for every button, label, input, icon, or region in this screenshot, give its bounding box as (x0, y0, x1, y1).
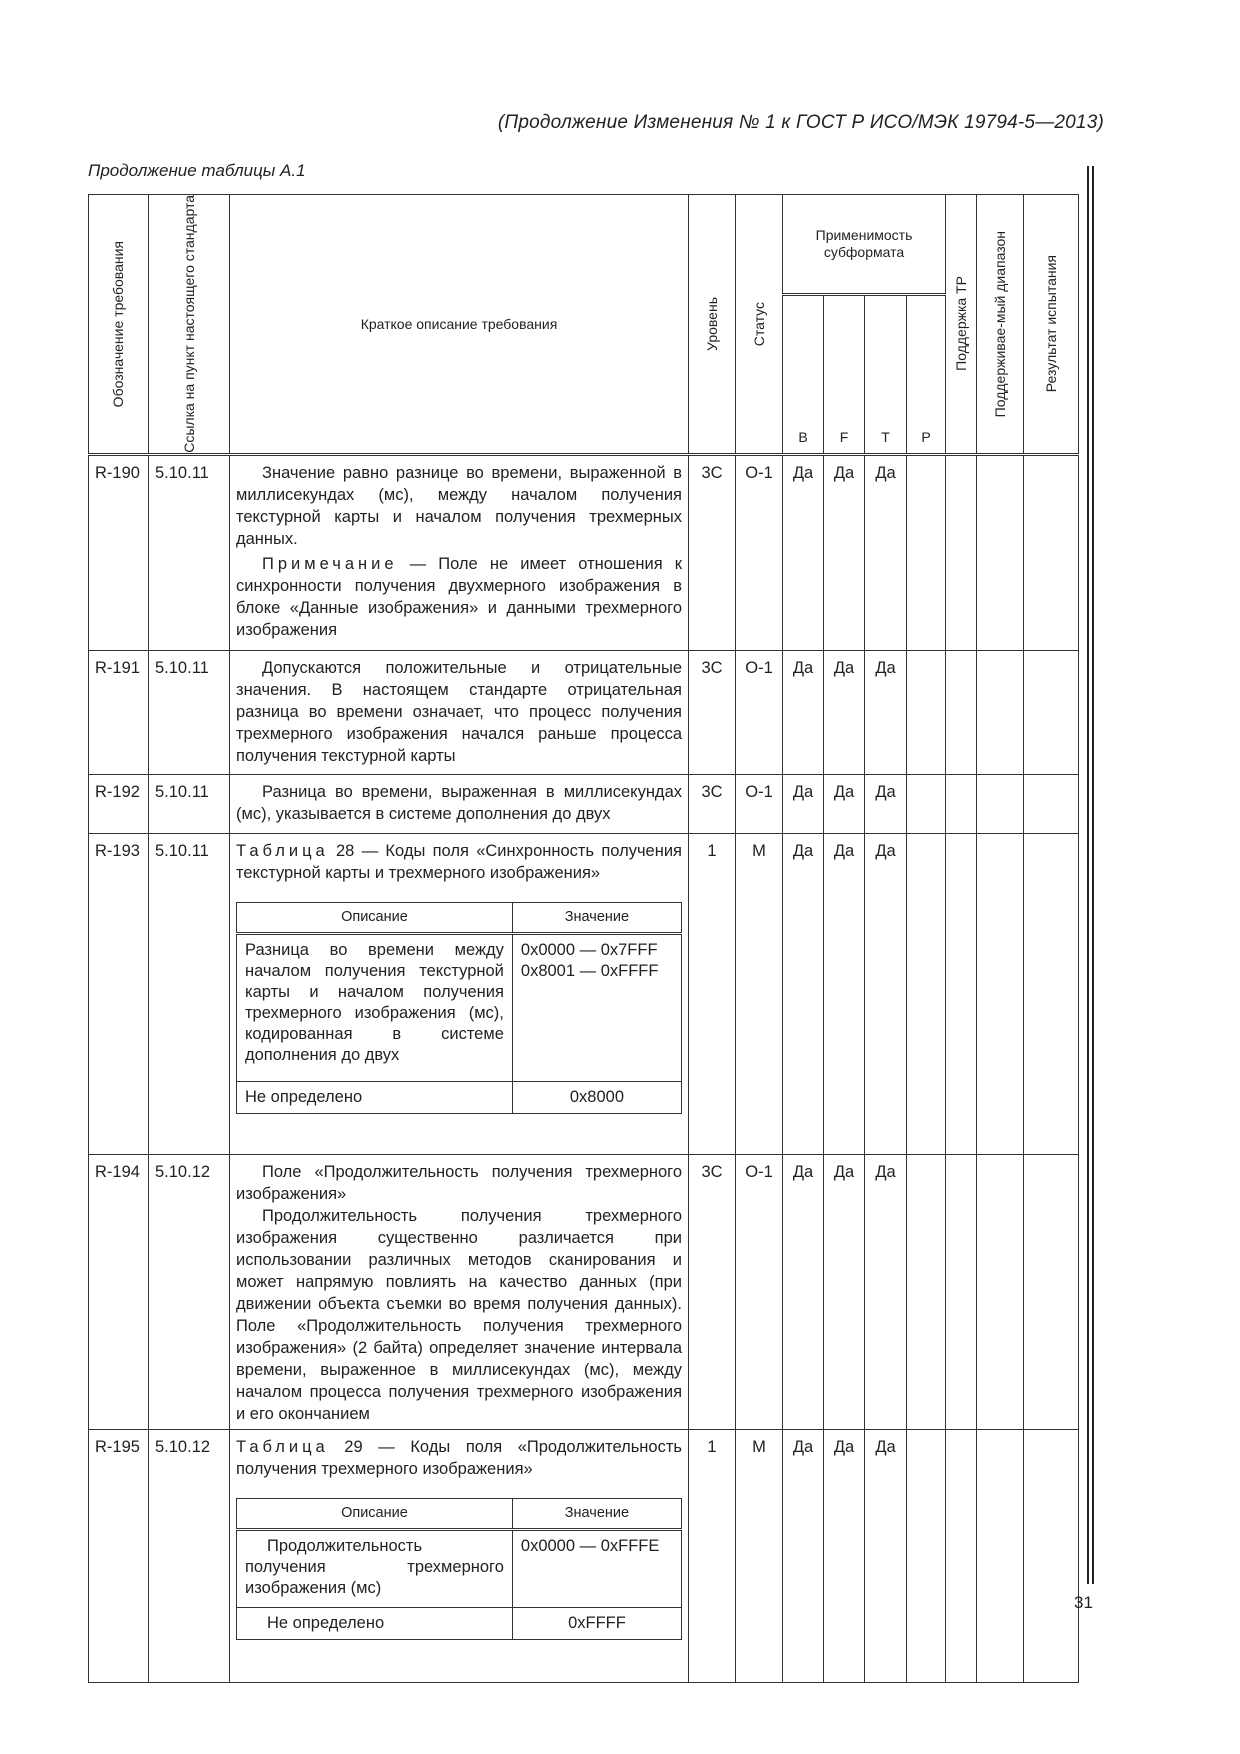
row-status: O-1 (736, 774, 783, 833)
row-t: Да (865, 454, 907, 650)
table-row (89, 1154, 1079, 1429)
col-applicability: Применимость субформата (783, 195, 946, 295)
col-sub-p: P (907, 295, 946, 454)
table-title-text: 28 — Коды поля «Синхронность получения текстурной карты и трехмерного изображения» (236, 841, 682, 882)
row-text: Значение равно разнице во времени, выраженной в миллисекундах (мс), между началом получения текстурной карты и началом получения трехмерных данных. (236, 463, 682, 548)
inner-desc: Продолжительность получения трехмерного изображения (мс) (237, 1529, 513, 1607)
note-text: — Поле не имеет отношения к синхронности получения двухмерного изображения в блоке «Данные изображения» и данными трехмерного изображения (236, 554, 682, 639)
inner-desc: Не определено (237, 1081, 513, 1113)
row-t: Да (865, 774, 907, 833)
table-row (89, 454, 1079, 650)
row-status: O-1 (736, 454, 783, 650)
inner-value: 0x8000 (512, 1081, 681, 1113)
inner-row (237, 933, 682, 1081)
row-level: 1 (689, 833, 736, 1154)
row-p (907, 1154, 946, 1429)
row-text: Продолжительность получения трехмерного изображения существенно различается при использовании различных методов сканирования и может напрямую повлиять на качество данных (при движении объекта съемки во время получения данных). Поле «Продолжительность получения трехмерного изображения» (2 байта) определяет значение интервала времени, выраженное в миллисекундах (мс), между началом процесса получения трехмерного изображения и его окончанием (236, 1206, 682, 1423)
row-p (907, 454, 946, 650)
inner-head-desc: Описание (237, 1498, 513, 1529)
col-level: Уровень (689, 195, 736, 455)
col-sub-f: F (824, 295, 865, 454)
inner-desc: Разница во времени между началом получения текстурной карты и началом получения трехмерного изображения (мс), кодированная в системе дополнения до двух (237, 933, 513, 1081)
row-description (230, 1429, 689, 1682)
row-t: Да (865, 1429, 907, 1682)
row-f: Да (824, 650, 865, 774)
row-id: R-191 (89, 650, 149, 774)
table-row (89, 833, 1079, 1154)
row-id: R-190 (89, 454, 149, 650)
row-f: Да (824, 833, 865, 1154)
row-range (977, 650, 1024, 774)
row-support-tr (946, 774, 977, 833)
row-t: Да (865, 1154, 907, 1429)
inner-row (237, 1607, 682, 1639)
row-text: Допускаются положительные и отрицательные значения. В настоящем стандарте отрицательная разница во времени означает, что процесс получения трехмерного изображения начался раньше процесса получения текстурной карты (236, 658, 682, 765)
row-p (907, 774, 946, 833)
col-reference: Ссылка на пункт настоящего стандарта (149, 195, 230, 455)
row-result (1024, 1429, 1079, 1682)
row-result (1024, 833, 1079, 1154)
row-id: R-193 (89, 833, 149, 1154)
margin-bars (1087, 166, 1094, 1584)
row-range (977, 454, 1024, 650)
row-status: M (736, 833, 783, 1154)
row-result (1024, 650, 1079, 774)
table-row (89, 774, 1079, 833)
table-row (89, 650, 1079, 774)
col-support-tr: Поддержка ТР (946, 195, 977, 455)
row-ref: 5.10.11 (149, 774, 230, 833)
note-label: Примечание (262, 554, 398, 573)
col-sub-b: B (783, 295, 824, 454)
row-support-tr (946, 1429, 977, 1682)
row-description (230, 774, 689, 833)
row-ref: 5.10.11 (149, 650, 230, 774)
row-f: Да (824, 774, 865, 833)
row-ref: 5.10.11 (149, 454, 230, 650)
inner-head-value: Значение (512, 902, 681, 933)
row-note (236, 553, 682, 641)
row-description (230, 1154, 689, 1429)
row-ref: 5.10.11 (149, 833, 230, 1154)
row-t: Да (865, 833, 907, 1154)
row-description (230, 650, 689, 774)
row-support-tr (946, 1154, 977, 1429)
row-ref: 5.10.12 (149, 1429, 230, 1682)
col-result: Результат испытания (1024, 195, 1079, 455)
row-result (1024, 774, 1079, 833)
row-support-tr (946, 833, 977, 1154)
row-b: Да (783, 1154, 824, 1429)
row-level: 3C (689, 774, 736, 833)
table-caption: Продолжение таблицы А.1 (88, 161, 306, 180)
col-supported-range: Поддерживае-мый диапазон (977, 195, 1024, 455)
document-header: (Продолжение Изменения № 1 к ГОСТ Р ИСО/МЭК 19794-5—2013) (497, 112, 1104, 133)
row-b: Да (783, 454, 824, 650)
row-ref: 5.10.12 (149, 1154, 230, 1429)
inner-row (237, 1529, 682, 1607)
requirements-table (88, 194, 1079, 1683)
row-range (977, 833, 1024, 1154)
inner-value: 0x0000 — 0x7FFF 0x8001 — 0xFFFF (512, 933, 681, 1081)
row-level: 1 (689, 1429, 736, 1682)
inner-value: 0xFFFF (512, 1607, 681, 1639)
row-table-title (236, 1436, 682, 1480)
col-description: Краткое описание требования (230, 195, 689, 455)
col-sub-t: T (865, 295, 907, 454)
row-text: Разница во времени, выраженная в миллисекундах (мс), указывается в системе дополнения до двух (236, 782, 682, 823)
inner-desc: Не определено (237, 1607, 513, 1639)
row-level: 3C (689, 650, 736, 774)
inner-head-desc: Описание (237, 902, 513, 933)
row-description (230, 454, 689, 650)
row-status: M (736, 1429, 783, 1682)
row-id: R-195 (89, 1429, 149, 1682)
page-number: 31 (1074, 1593, 1093, 1612)
row-f: Да (824, 454, 865, 650)
col-designation: Обозначение требования (89, 195, 149, 455)
row-result (1024, 454, 1079, 650)
codes-table-28 (236, 902, 682, 1114)
row-b: Да (783, 833, 824, 1154)
codes-table-29 (236, 1498, 682, 1640)
row-id: R-194 (89, 1154, 149, 1429)
row-status: O-1 (736, 650, 783, 774)
row-support-tr (946, 454, 977, 650)
row-level: 3C (689, 454, 736, 650)
inner-row (237, 1081, 682, 1113)
row-t: Да (865, 650, 907, 774)
table-label: Таблица (236, 1437, 329, 1456)
row-range (977, 774, 1024, 833)
row-table-title (236, 840, 682, 884)
col-status: Статус (736, 195, 783, 455)
row-text: Поле «Продолжительность получения трехмерного изображения» (236, 1162, 682, 1203)
row-result (1024, 1154, 1079, 1429)
row-status: O-1 (736, 1154, 783, 1429)
inner-head-value: Значение (512, 1498, 681, 1529)
row-description (230, 833, 689, 1154)
row-range (977, 1154, 1024, 1429)
table-label: Таблица (236, 841, 329, 860)
table-title-text: 29 — Коды поля «Продолжительность получения трехмерного изображения» (236, 1437, 682, 1478)
row-p (907, 833, 946, 1154)
row-b: Да (783, 1429, 824, 1682)
row-range (977, 1429, 1024, 1682)
row-support-tr (946, 650, 977, 774)
table-row (89, 1429, 1079, 1682)
row-level: 3C (689, 1154, 736, 1429)
inner-value: 0x0000 — 0xFFFE (512, 1529, 681, 1607)
row-b: Да (783, 774, 824, 833)
row-f: Да (824, 1429, 865, 1682)
row-p (907, 650, 946, 774)
row-p (907, 1429, 946, 1682)
row-b: Да (783, 650, 824, 774)
row-f: Да (824, 1154, 865, 1429)
row-id: R-192 (89, 774, 149, 833)
